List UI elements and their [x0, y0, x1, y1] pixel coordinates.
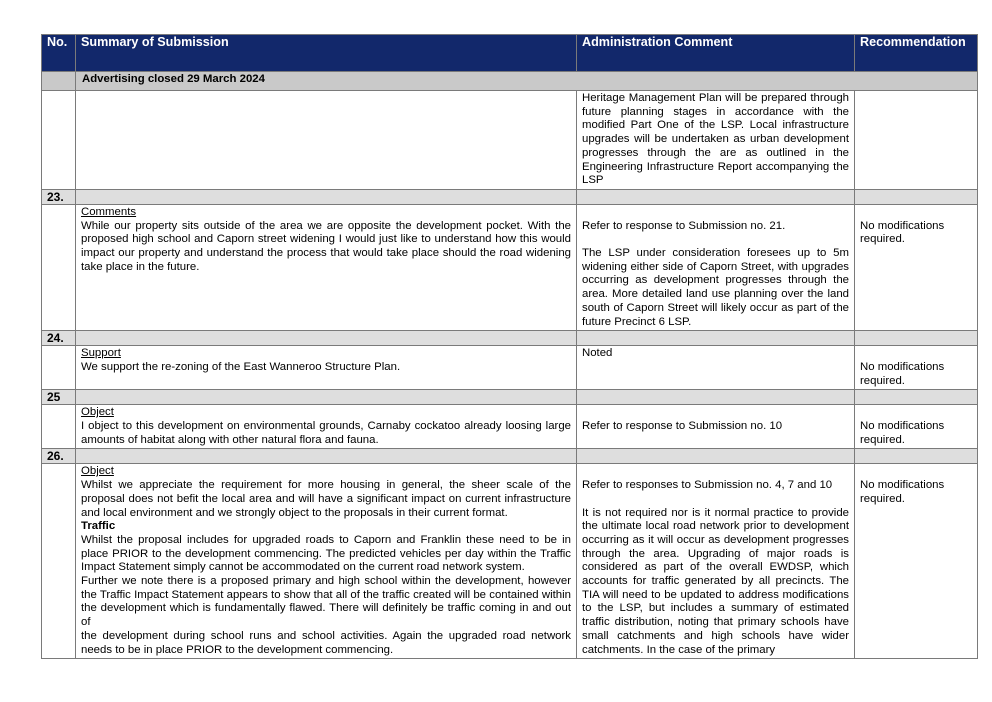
table-row: [42, 91, 978, 190]
submission-number-row: [42, 449, 978, 464]
summary-text: Further we note there is a proposed primary and high school within the development, however the Traffic Impact Statement appears to show that all of the traffic created will be contained within the development which is fundamentally flawed. There will definitely be traffic coming in and out of: [81, 575, 571, 629]
summary-cell: [76, 464, 577, 659]
summary-text: Whilst we appreciate the requirement for more housing in general, the sheer scale of the proposal does not befit the local area and will have a significant impact on current infrastructure and local environment and we strongly object to the proposals in their current format.: [81, 479, 571, 519]
submission-number-row: [42, 390, 978, 405]
header-recommendation: Recommendation: [855, 35, 978, 72]
submission-number: 26.: [42, 449, 76, 464]
submission-type: Object: [81, 465, 114, 478]
admin-comment-cell: Refer to response to Submission no. 21. The LSP under consideration foresees up to 5m widening either side of Caporn Street, with upgrades occurring as development progresses through the area. More detailed land use planning over the land south of Caporn Street will likely occur as part of the future Precinct 6 LSP.: [577, 204, 855, 330]
summary-text: Whilst the proposal includes for upgraded roads to Caporn and Franklin these need to be in place PRIOR to the development commencing. The predicted vehicles per day within the Traffic Impact Statement simply cannot be accommodated on the current road network system.: [81, 533, 571, 574]
header-no: No.: [42, 35, 76, 72]
traffic-heading: Traffic: [81, 520, 116, 533]
recommendation-cell: No modifications required.: [855, 464, 978, 659]
table-row: [42, 405, 978, 449]
submission-number: 24.: [42, 331, 76, 346]
recommendation-cell: No modifications required.: [855, 346, 978, 390]
submission-type: Object: [81, 406, 114, 419]
summary-text: I object to this development on environmental grounds, Carnaby cockatoo already loosing large amounts of habitat along with other natural flora and fauna.: [81, 420, 571, 446]
submission-number-row: [42, 331, 978, 346]
advertising-closed-label: Advertising closed 29 March 2024: [76, 72, 978, 91]
table-row: [42, 346, 978, 390]
header-summary: Summary of Submission: [76, 35, 577, 72]
submission-type: Comments: [81, 205, 137, 218]
admin-comment-cell: Refer to responses to Submission no. 4, 7 and 10 It is not required nor is it normal practice to provide the ultimate local road network prior to development occurring as it will occur as development progresses through the area. Upgrading of major roads is considered as part of the overall EWDSP, which accounts for traffic generated by all precincts. The TIA will need to be updated to address modifications to the LSP, but includes a summary of estimated traffic distribution, noting that primary schools have small catchments and high schools have wider catchments. In the case of the primary: [577, 464, 855, 659]
header-row: [42, 35, 978, 72]
header-admin-comment: Administration Comment: [577, 35, 855, 72]
recommendation-cell: No modifications required.: [855, 204, 978, 330]
submission-number-row: [42, 189, 978, 204]
table-row: [42, 204, 978, 330]
submission-number: 25: [42, 390, 76, 405]
summary-cell: [76, 346, 577, 390]
submission-type: Support: [81, 347, 121, 360]
summary-cell: [76, 204, 577, 330]
admin-comment-cell: Refer to response to Submission no. 10: [577, 405, 855, 449]
admin-comment-cell: Heritage Management Plan will be prepared through future planning stages in accordance with the modified Part One of the LSP. Local infrastructure upgrades will be undertaken as urban development progresses through the are as outlined in the Engineering Infrastructure Report accompanying the LSP: [577, 91, 855, 190]
recommendation-cell: No modifications required.: [855, 405, 978, 449]
admin-comment-cell: Noted: [577, 346, 855, 390]
summary-text: We support the re-zoning of the East Wanneroo Structure Plan.: [81, 360, 401, 373]
advertising-row: [42, 72, 978, 91]
submission-number: 23.: [42, 189, 76, 204]
summary-text: While our property sits outside of the area we are opposite the development pocket. With the proposed high school and Caporn street widening I would just like to understand how this would impact our property and understand the process that would take place should the road widening take place in the future.: [81, 219, 571, 273]
table-row: [42, 464, 978, 659]
summary-text: the development during school runs and school activities. Again the upgraded road network needs to be in place PRIOR to the development commencing.: [81, 629, 571, 656]
summary-cell: [76, 405, 577, 449]
submissions-table: [41, 34, 978, 659]
